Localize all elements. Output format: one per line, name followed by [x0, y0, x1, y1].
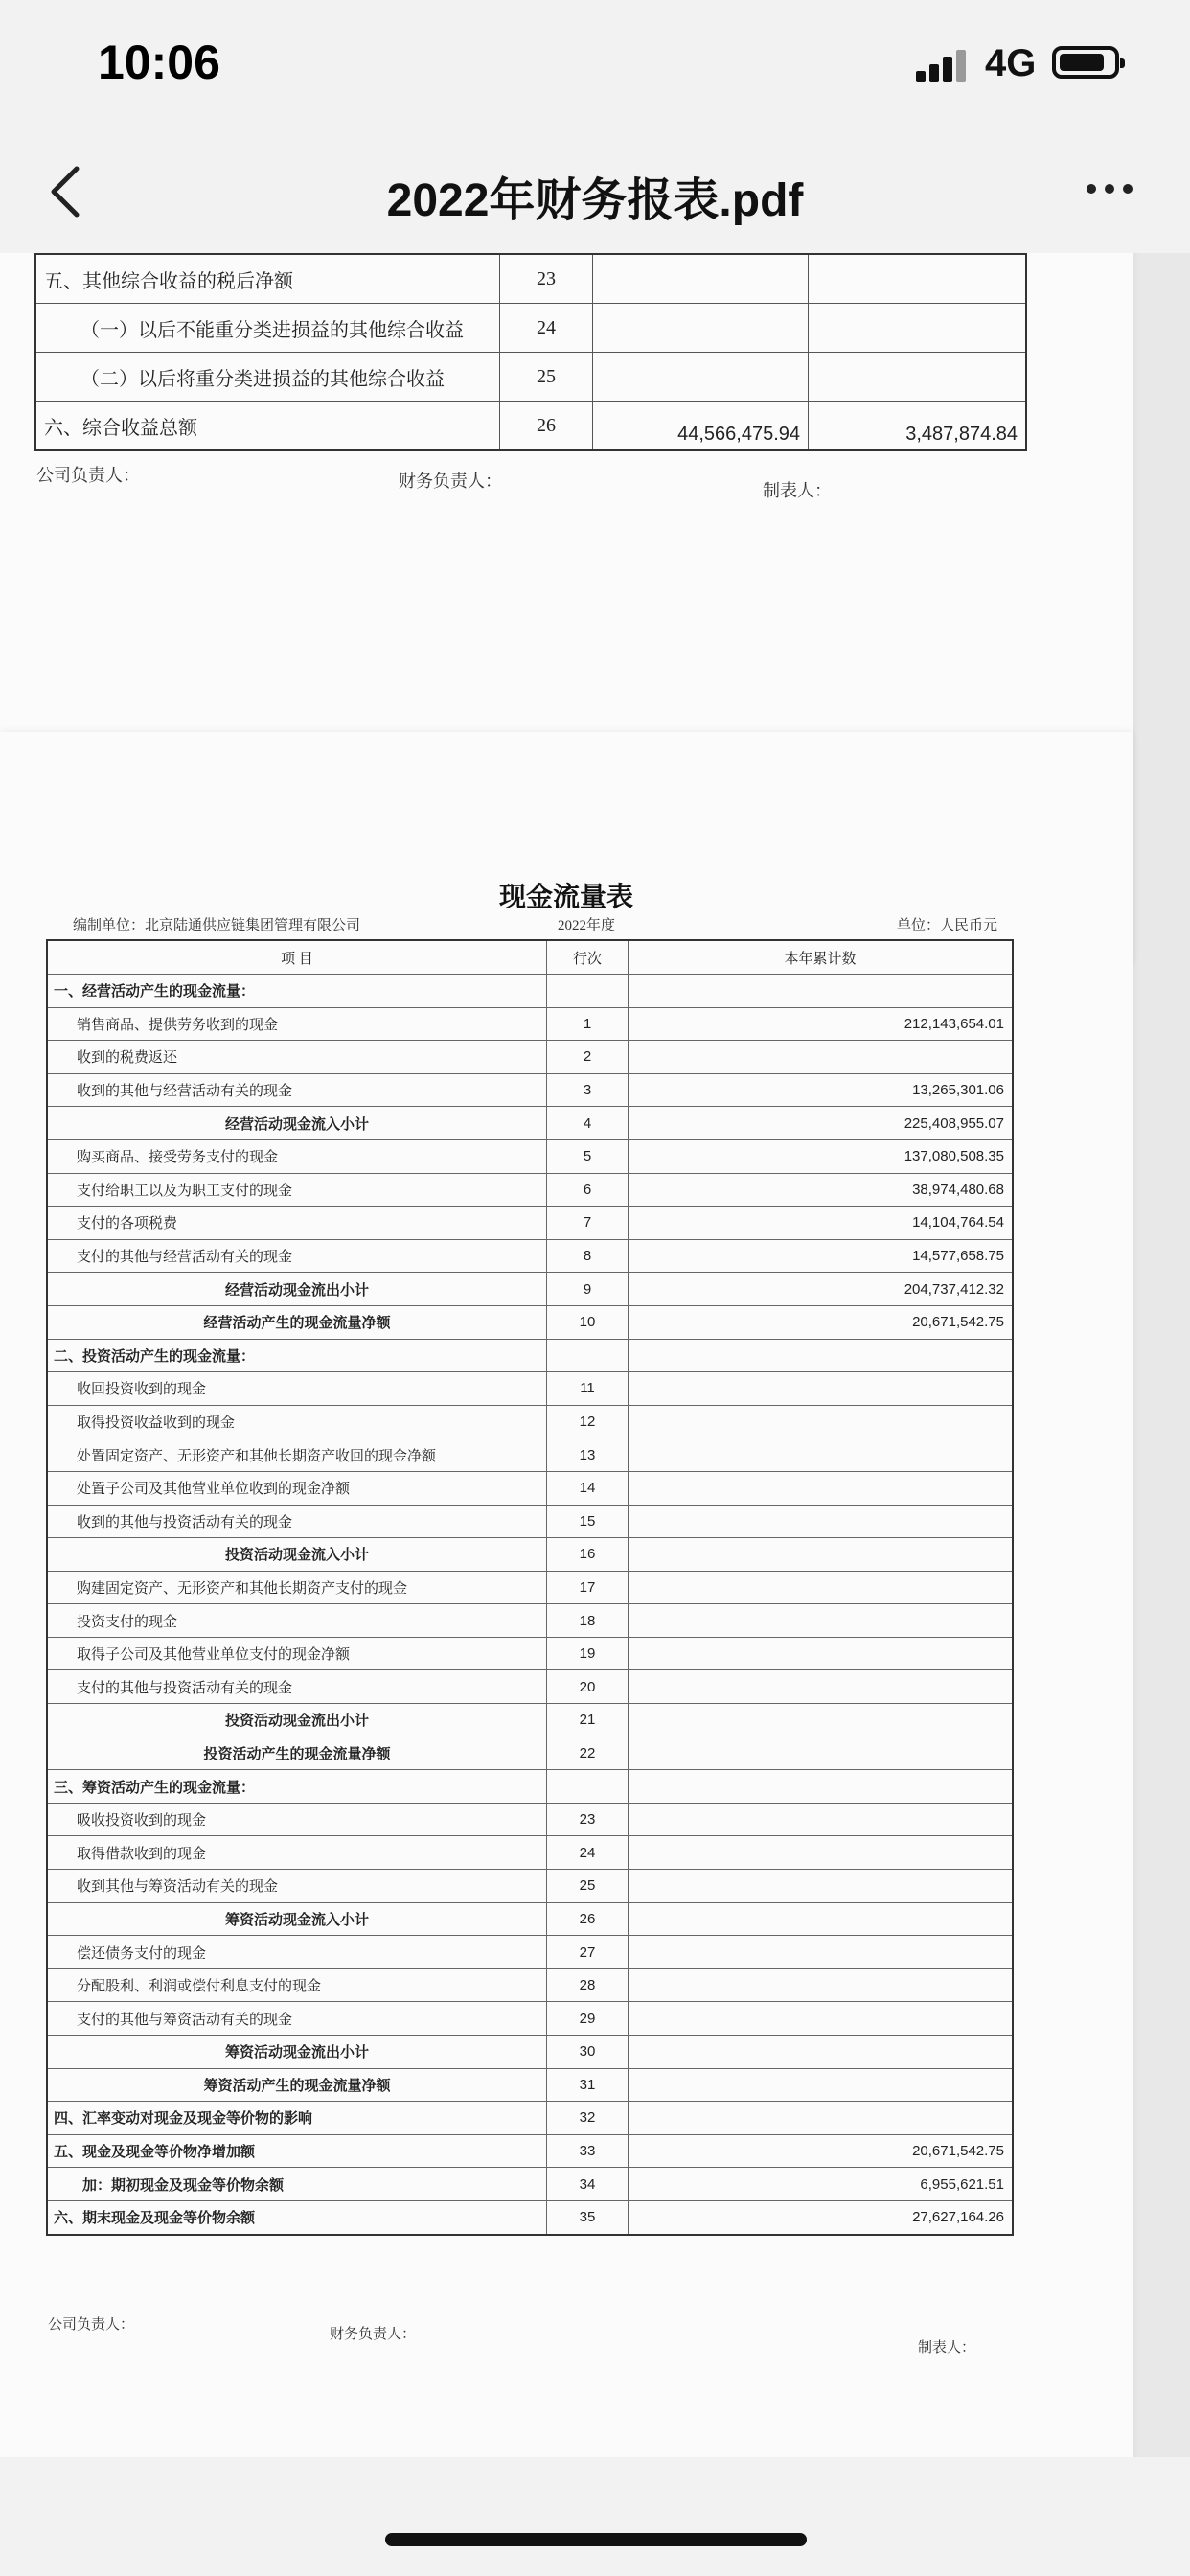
table-row [47, 2200, 1013, 2234]
row-line-number: 30 [547, 2036, 629, 2069]
row-line-number: 11 [547, 1372, 629, 1406]
row-line-number: 1 [547, 1007, 629, 1041]
table-row [47, 1736, 1013, 1770]
row-label: 取得子公司及其他营业单位支付的现金净额 [47, 1637, 547, 1670]
row-line-number: 26 [500, 402, 593, 451]
row-line-number: 29 [547, 2002, 629, 2036]
row-line-number: 2 [547, 1041, 629, 1074]
table-row [47, 1870, 1013, 1903]
row-line-number: 24 [547, 1836, 629, 1870]
row-line-number: 21 [547, 1704, 629, 1737]
row-label: 购买商品、接受劳务支付的现金 [47, 1139, 547, 1173]
table-row [47, 1339, 1013, 1372]
table-row [47, 1471, 1013, 1505]
row-amount: 137,080,508.35 [629, 1139, 1014, 1173]
row-label: 六、综合收益总额 [35, 402, 500, 451]
row-amount [629, 1339, 1014, 1372]
row-amount [629, 1902, 1014, 1936]
header-amount: 本年累计数 [629, 940, 1014, 975]
row-line-number: 13 [547, 1438, 629, 1472]
row-label: 支付的其他与筹资活动有关的现金 [47, 2002, 547, 2036]
table-row [47, 1007, 1013, 1041]
row-line-number: 24 [500, 304, 593, 353]
row-line-number: 28 [547, 1968, 629, 2002]
row-line-number: 9 [547, 1273, 629, 1306]
row-label: 收回投资收到的现金 [47, 1372, 547, 1406]
row-label: 经营活动现金流出小计 [47, 1273, 547, 1306]
row-label: 投资活动现金流入小计 [47, 1538, 547, 1572]
currency-unit: 单位：人民币元 [897, 918, 998, 933]
row-amount [629, 1704, 1014, 1737]
row-amount [629, 1604, 1014, 1638]
table-row [47, 1173, 1013, 1207]
row-amount: 204,737,412.32 [629, 1273, 1014, 1306]
row-amount [629, 1505, 1014, 1538]
row-label: 筹资活动产生的现金流量净额 [47, 2068, 547, 2102]
row-label: 收到的其他与经营活动有关的现金 [47, 1073, 547, 1107]
table-row [47, 2102, 1013, 2135]
ellipsis-icon [1087, 184, 1096, 194]
prepared-by-org: 编制单位：北京陆通供应链集团管理有限公司 [73, 918, 361, 933]
row-line-number: 34 [547, 2168, 629, 2201]
row-label: 投资活动产生的现金流量净额 [47, 1736, 547, 1770]
row-amount [629, 1538, 1014, 1572]
row-line-number: 31 [547, 2068, 629, 2102]
row-line-number: 7 [547, 1207, 629, 1240]
table-row [47, 1936, 1013, 1969]
table-header-row [47, 940, 1013, 975]
row-label: 支付的其他与投资活动有关的现金 [47, 1670, 547, 1704]
row-amount [629, 2068, 1014, 2102]
row-label: 销售商品、提供劳务收到的现金 [47, 1007, 547, 1041]
row-line-number: 35 [547, 2200, 629, 2234]
row-line-number: 26 [547, 1902, 629, 1936]
row-amount: 20,671,542.75 [629, 1305, 1014, 1339]
row-label: 购建固定资产、无形资产和其他长期资产支付的现金 [47, 1571, 547, 1604]
row-amount: 20,671,542.75 [629, 2134, 1014, 2168]
row-current-amount [593, 254, 809, 304]
network-type: 4G [985, 42, 1037, 84]
row-amount [629, 1770, 1014, 1804]
table-row [47, 2036, 1013, 2069]
sign-finance-head: 财务负责人： [399, 472, 502, 491]
table-row [47, 1372, 1013, 1406]
row-line-number: 25 [547, 1870, 629, 1903]
row-label: 吸收投资收到的现金 [47, 1803, 547, 1836]
cellular-signal-icon [916, 48, 970, 82]
row-label: 取得借款收到的现金 [47, 1836, 547, 1870]
row-amount: 225,408,955.07 [629, 1107, 1014, 1140]
pdf-viewer[interactable] [0, 253, 1190, 2457]
row-amount [629, 1870, 1014, 1903]
row-line-number: 17 [547, 1571, 629, 1604]
table-row [47, 975, 1013, 1008]
row-previous-amount [809, 353, 1027, 402]
row-amount: 212,143,654.01 [629, 1007, 1014, 1041]
table-row [47, 1770, 1013, 1804]
row-label: 四、汇率变动对现金及现金等价物的影响 [47, 2102, 547, 2135]
row-line-number: 27 [547, 1936, 629, 1969]
row-label: 五、其他综合收益的税后净额 [35, 254, 500, 304]
row-line-number: 18 [547, 1604, 629, 1638]
row-line-number: 32 [547, 2102, 629, 2135]
row-line-number: 6 [547, 1173, 629, 1207]
row-line-number: 19 [547, 1637, 629, 1670]
table-row [47, 1670, 1013, 1704]
row-label: 取得投资收益收到的现金 [47, 1405, 547, 1438]
status-time: 10:06 [98, 35, 220, 89]
table-row [47, 1604, 1013, 1638]
row-label: 偿还债务支付的现金 [47, 1936, 547, 1969]
table-row [47, 2168, 1013, 2201]
row-amount: 14,577,658.75 [629, 1239, 1014, 1273]
row-label: 处置子公司及其他营业单位收到的现金净额 [47, 1471, 547, 1505]
table-row [47, 2068, 1013, 2102]
row-current-amount: 44,566,475.94 [593, 402, 809, 451]
row-amount [629, 1968, 1014, 2002]
row-label: （一）以后不能重分类进损益的其他综合收益 [35, 304, 500, 353]
row-line-number: 12 [547, 1405, 629, 1438]
table-row [47, 1538, 1013, 1572]
row-label: 处置固定资产、无形资产和其他长期资产收回的现金净额 [47, 1438, 547, 1472]
row-amount: 14,104,764.54 [629, 1207, 1014, 1240]
cash-flow-table [46, 939, 1014, 2236]
row-line-number: 4 [547, 1107, 629, 1140]
cf-sign-finance-head: 财务负责人： [330, 2327, 417, 2342]
battery-icon [1052, 46, 1119, 79]
pdf-page-2 [0, 732, 1133, 2457]
row-label: 支付给职工以及为职工支付的现金 [47, 1173, 547, 1207]
row-label: 收到其他与筹资活动有关的现金 [47, 1870, 547, 1903]
row-amount [629, 1041, 1014, 1074]
row-label: 筹资活动现金流入小计 [47, 1902, 547, 1936]
row-amount [629, 1836, 1014, 1870]
table-row [47, 1273, 1013, 1306]
row-amount: 13,265,301.06 [629, 1073, 1014, 1107]
row-line-number: 3 [547, 1073, 629, 1107]
table-row [47, 1041, 1013, 1074]
row-amount [629, 1936, 1014, 1969]
row-label: 支付的其他与经营活动有关的现金 [47, 1239, 547, 1273]
row-line-number: 23 [500, 254, 593, 304]
document-title: 2022年财务报表.pdf [386, 175, 804, 226]
row-line-number: 5 [547, 1139, 629, 1173]
row-line-number: 20 [547, 1670, 629, 1704]
row-label: 经营活动产生的现金流量净额 [47, 1305, 547, 1339]
row-line-number: 15 [547, 1505, 629, 1538]
table-row [47, 1637, 1013, 1670]
row-amount [629, 1471, 1014, 1505]
row-amount: 38,974,480.68 [629, 1173, 1014, 1207]
row-label: 二、投资活动产生的现金流量： [47, 1339, 547, 1372]
row-amount [629, 1405, 1014, 1438]
row-label: 经营活动现金流入小计 [47, 1107, 547, 1140]
table-row [35, 254, 1026, 304]
row-amount [629, 2036, 1014, 2069]
table-row [47, 1902, 1013, 1936]
row-label: 筹资活动现金流出小计 [47, 2036, 547, 2069]
table-row [35, 304, 1026, 353]
more-options-button[interactable] [1083, 176, 1136, 199]
table-row [47, 1107, 1013, 1140]
row-previous-amount [809, 254, 1027, 304]
row-amount [629, 1372, 1014, 1406]
status-bar [0, 0, 1190, 134]
row-label: 一、经营活动产生的现金流量： [47, 975, 547, 1008]
row-amount [629, 1736, 1014, 1770]
row-amount [629, 1571, 1014, 1604]
table-row [47, 1803, 1013, 1836]
row-amount [629, 2102, 1014, 2135]
row-line-number: 8 [547, 1239, 629, 1273]
table-row [47, 1968, 1013, 2002]
sign-preparer: 制表人： [763, 481, 832, 500]
table-row [47, 1139, 1013, 1173]
row-label: 分配股利、利润或偿付利息支付的现金 [47, 1968, 547, 2002]
cf-sign-preparer: 制表人： [918, 2340, 976, 2356]
row-amount [629, 975, 1014, 1008]
row-line-number [547, 1339, 629, 1372]
row-line-number [547, 1770, 629, 1804]
table-row [35, 402, 1026, 451]
row-label: 支付的各项税费 [47, 1207, 547, 1240]
report-year: 2022年度 [558, 918, 616, 933]
row-amount: 6,955,621.51 [629, 2168, 1014, 2201]
table-row [47, 2134, 1013, 2168]
row-label: 三、筹资活动产生的现金流量： [47, 1770, 547, 1804]
row-previous-amount: 3,487,874.84 [809, 402, 1027, 451]
row-label: 收到的其他与投资活动有关的现金 [47, 1505, 547, 1538]
row-label: 投资活动现金流出小计 [47, 1704, 547, 1737]
income-statement-tail-table [34, 253, 1027, 451]
row-line-number [547, 975, 629, 1008]
table-row [47, 1207, 1013, 1240]
table-row [47, 2002, 1013, 2036]
row-amount [629, 1637, 1014, 1670]
row-line-number: 33 [547, 2134, 629, 2168]
header-line: 行次 [547, 940, 629, 975]
table-row [47, 1073, 1013, 1107]
sign-company-head: 公司负责人： [36, 466, 140, 485]
row-label: 收到的税费返还 [47, 1041, 547, 1074]
row-line-number: 14 [547, 1471, 629, 1505]
table-row [47, 1704, 1013, 1737]
table-row [47, 1505, 1013, 1538]
table-row [47, 1836, 1013, 1870]
row-amount [629, 1670, 1014, 1704]
header-item: 项 目 [47, 940, 547, 975]
row-label: 五、现金及现金等价物净增加额 [47, 2134, 547, 2168]
row-label: 投资支付的现金 [47, 1604, 547, 1638]
row-line-number: 10 [547, 1305, 629, 1339]
home-indicator[interactable] [385, 2533, 807, 2546]
table-row [35, 353, 1026, 402]
cash-flow-title: 现金流量表 [498, 881, 633, 912]
row-amount: 27,627,164.26 [629, 2200, 1014, 2234]
row-current-amount [593, 353, 809, 402]
row-line-number: 23 [547, 1803, 629, 1836]
table-row [47, 1438, 1013, 1472]
row-line-number: 22 [547, 1736, 629, 1770]
table-row [47, 1405, 1013, 1438]
row-amount [629, 1803, 1014, 1836]
table-row [47, 1305, 1013, 1339]
navigation-bar [0, 134, 1190, 253]
table-row [47, 1239, 1013, 1273]
row-label: 加：期初现金及现金等价物余额 [47, 2168, 547, 2201]
row-line-number: 16 [547, 1538, 629, 1572]
row-amount [629, 2002, 1014, 2036]
row-previous-amount [809, 304, 1027, 353]
row-label: 六、期末现金及现金等价物余额 [47, 2200, 547, 2234]
row-line-number: 25 [500, 353, 593, 402]
row-amount [629, 1438, 1014, 1472]
cf-sign-company-head: 公司负责人： [48, 2317, 135, 2333]
table-row [47, 1571, 1013, 1604]
row-current-amount [593, 304, 809, 353]
row-label: （二）以后将重分类进损益的其他综合收益 [35, 353, 500, 402]
